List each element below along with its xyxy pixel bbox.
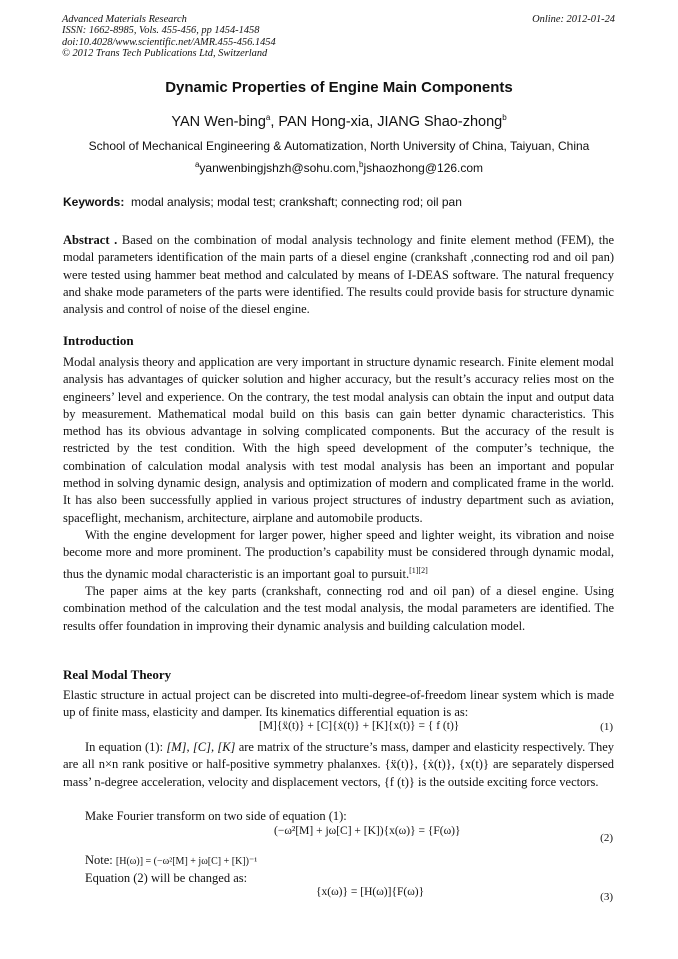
- note-line: [85, 852, 485, 870]
- intro-paragraph-3: The paper aims at the key parts (crankshaft, connecting rod and oil pan) of a diesel engine. Using combination method of the calculation and the test modal analysis, the modal parameters are identified. The results offer foundation in improving their dynamic analysis and building calculation model.: [63, 584, 614, 633]
- abstract-label: Abstract .: [63, 233, 118, 247]
- transfer-function-eq: [H(ω)] = (−ω²[M] + jω[C] + [K])⁻¹: [115, 856, 258, 867]
- intro-paragraph-1: Modal analysis theory and application are very important in structure dynamic research. Finite element modal analysis has advantages of quicker solution and higher accuracy, but the result’s accuracy relies most on the engineers’ level and experience. On the contrary, the test modal analysis can obtain the input and output data by measurement. Mathematical modal build on this basis can gain better dynamic characteristics. This method has its obvious advantage in solving complicated components. But the accuracy of the result is restricted by the test condition. With the high speed development of the computer’s technique, the combination of calculation modal analysis with test modal analysis has been an important and popular method in solving dynamic design, analysis and optimization of modern and complicated frame in the world. It has also been successfully applied in various project structures of industry department such as aviation, spaceflight, mechanism, architecture, airplane and automobile products.: [63, 355, 614, 525]
- theory-paragraph-1: Elastic structure in actual project can be discreted into multi-degree-of-freedom linear system which is made up of finite mass, elasticity and damper. Its kinematics differential equation is as:: [63, 688, 614, 720]
- email-line: [0, 160, 678, 175]
- p2-text-a: In equation (1):: [85, 740, 164, 754]
- intro-p2-text: With the engine development for larger power, higher speed and lighter weight, its vibration and noise become more and more prominent. The production’s capability must be considered through dynamic modal, thus the dynamic modal characteristic is an important goal to pursuit.: [63, 527, 614, 581]
- equation-2: (−ω²[M] + jω[C] + [K]){x(ω)} = {F(ω)}: [274, 825, 461, 837]
- doi-line: doi:10.4028/www.scientific.net/AMR.455-456.1454: [62, 36, 276, 48]
- keywords-text: modal analysis; modal test; crankshaft; connecting rod; oil pan: [131, 195, 462, 209]
- author-3-sup: b: [502, 113, 507, 122]
- keywords-label: Keywords:: [63, 195, 125, 209]
- affiliation: School of Mechanical Engineering & Automatization, North University of China, Taiyuan, China: [88, 139, 590, 153]
- author-2-3: , PAN Hong-xia, JIANG Shao-zhong: [270, 113, 503, 130]
- displacement-vector: {x(t)}: [458, 757, 489, 772]
- theory-heading: Real Modal Theory: [63, 667, 172, 682]
- email-b: jshaozhong@126.com: [363, 161, 484, 175]
- issn-line: ISSN: 1662-8985, Vols. 455-456, pp 1454-1458: [62, 25, 260, 37]
- intro-body: [63, 354, 614, 635]
- p2-text-d: is the outside exciting force vectors.: [418, 774, 599, 789]
- note-label: Note:: [85, 853, 113, 867]
- copyright-line: © 2012 Trans Tech Publications Ltd, Switzerland: [62, 48, 268, 60]
- acceleration-vector: {ẍ(t)}: [384, 757, 415, 772]
- intro-heading: Introduction: [63, 333, 134, 348]
- email-a: yanwenbingjshzh@sohu.com,: [199, 161, 359, 175]
- matrix-symbols: [M], [C], [K]: [166, 740, 236, 754]
- velocity-vector: {ẋ(t)}: [421, 757, 452, 772]
- keywords: [63, 195, 462, 209]
- journal-name: Advanced Materials Research: [62, 14, 187, 25]
- p2-text-b: are matrix of the structure’s mass, damper and elasticity respectively. They are all n×n rank positive or half-positive symmetry phalanxes.: [63, 740, 615, 772]
- equation-1-number: (1): [600, 721, 613, 733]
- paper-title: Dynamic Properties of Engine Main Components: [165, 79, 513, 96]
- theory-paragraph-4: Equation (2) will be changed as:: [85, 871, 248, 885]
- email-b-sup: b: [359, 160, 364, 169]
- force-vector: {f (t)}: [383, 774, 415, 789]
- theory-paragraph-2: In equation (1): [M], [C], [K] are matrix of the structure’s mass, damper and elasticity respectively. They are all n×n rank positive or half-positive symmetry phalanxes. {ẍ(t)}, {ẋ(t)}, {x(t)} are separately dispersed mass’ n-degree acceleration, velocity and displacement vectors, {f (t)} is the outside exciting force vectors.: [63, 740, 615, 789]
- author-line: [0, 113, 678, 130]
- theory-paragraph-3: Make Fourier transform on two side of equation (1):: [85, 809, 347, 823]
- equation-2-number: (2): [600, 832, 613, 844]
- email-a-sup: a: [194, 160, 200, 169]
- equation-3: {x(ω)} = [H(ω)]{F(ω)}: [316, 886, 425, 898]
- online-date: Online: 2012-01-24: [532, 14, 615, 25]
- abstract-text: Based on the combination of modal analysis technology and finite element method (FEM), the modal parameters identification of the main parts of a diesel engine (crankshaft ,connecting rod and oil pan) were tested using hammer beat method and calculated by means of I-DEAS software. The natural frequency and shake mode parameters of the parts were identified. The results could provide basis for structure dynamic analysis and control of noise of the diesel engine.: [63, 233, 615, 317]
- intro-paragraph-2: [63, 527, 614, 583]
- author-1-sup: a: [265, 113, 271, 122]
- equation-1: [M]{ẍ(t)} + [C]{ẋ(t)} + [K]{x(t)} = { f (t)}: [259, 720, 460, 732]
- journal-header: [62, 14, 276, 60]
- equation-3-number: (3): [600, 891, 613, 903]
- p2-text-c: are separately dispersed mass’ n-degree acceleration, velocity and displacement vectors,: [63, 757, 615, 789]
- citation-ref: [1][2]: [409, 565, 428, 575]
- abstract: [63, 232, 614, 318]
- author-1: YAN Wen-bing: [171, 113, 266, 130]
